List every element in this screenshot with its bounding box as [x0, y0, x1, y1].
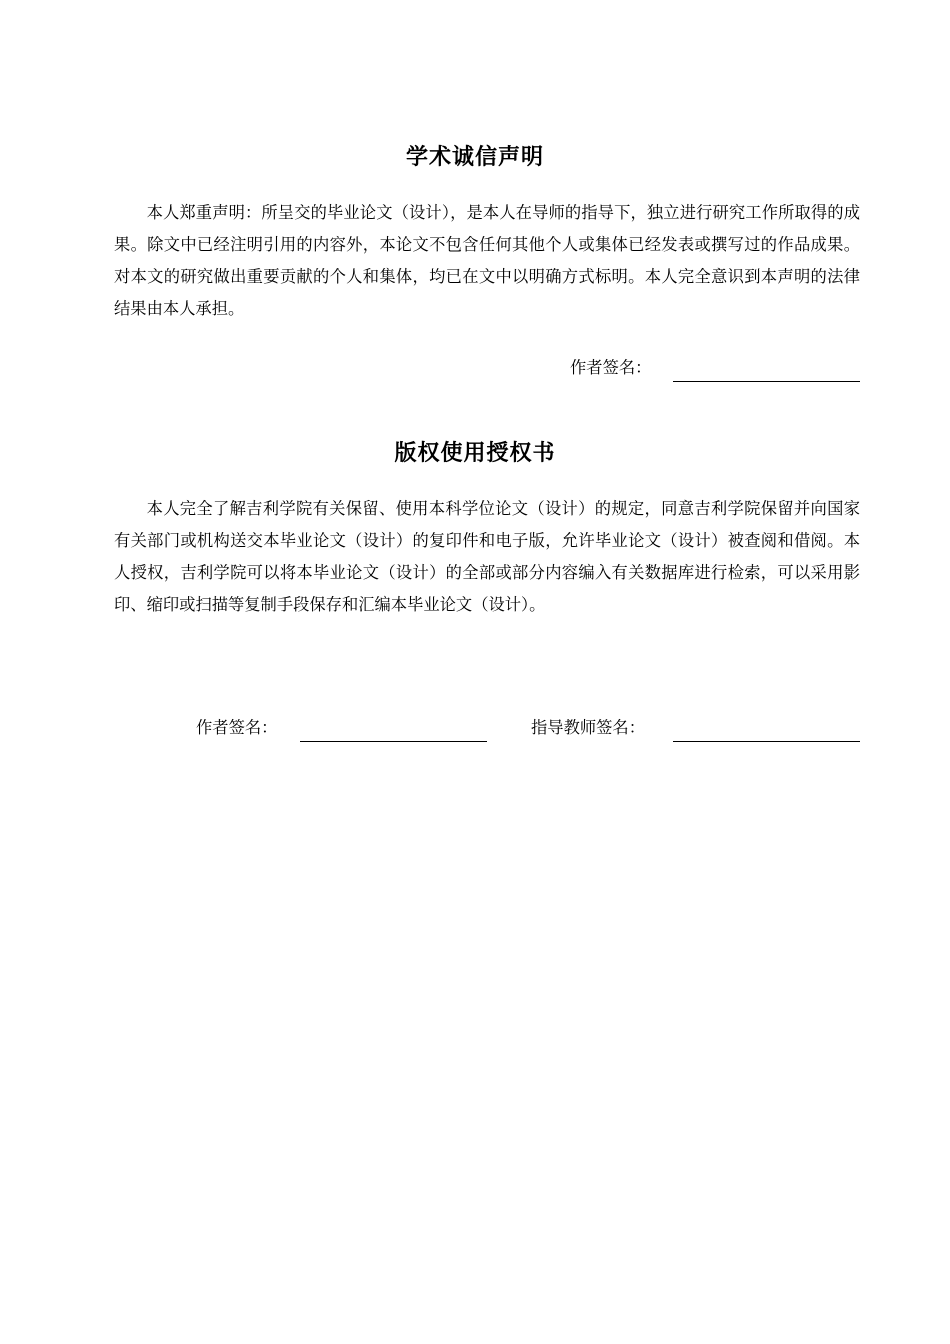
copyright-authorization-title: 版权使用授权书	[394, 441, 556, 466]
integrity-author-signature-label: 作者签名：	[570, 358, 652, 377]
integrity-statement-title: 学术诚信声明	[405, 145, 544, 170]
copyright-advisor-signature-line[interactable]	[673, 741, 860, 742]
integrity-author-signature-line[interactable]	[673, 381, 860, 382]
copyright-author-signature-line[interactable]	[300, 741, 487, 742]
copyright-authorization-body: 本人完全了解吉利学院有关保留、使用本科学位论文（设计）的规定，同意吉利学院保留并向国家有关部门或机构送交本毕业论文（设计）的复印件和电子版，允许毕业论文（设计）被查阅和借阅。本人授权，吉利学院可以将本毕业论文（设计）的全部或部分内容编入有关数据库进行检索，可以采用影印、缩印或扫描等复制手段保存和汇编本毕业论文（设计）。	[114, 499, 860, 614]
copyright-advisor-signature-label: 指导教师签名：	[531, 718, 645, 737]
copyright-author-signature-label: 作者签名：	[196, 718, 278, 737]
integrity-statement-body: 本人郑重声明：所呈交的毕业论文（设计），是本人在导师的指导下，独立进行研究工作所取得的成果。除文中已经注明引用的内容外，本论文不包含任何其他个人或集体已经发表或撰写过的作品成果。对本文的研究做出重要贡献的个人和集体，均已在文中以明确方式标明。本人完全意识到本声明的法律结果由本人承担。	[114, 203, 860, 318]
